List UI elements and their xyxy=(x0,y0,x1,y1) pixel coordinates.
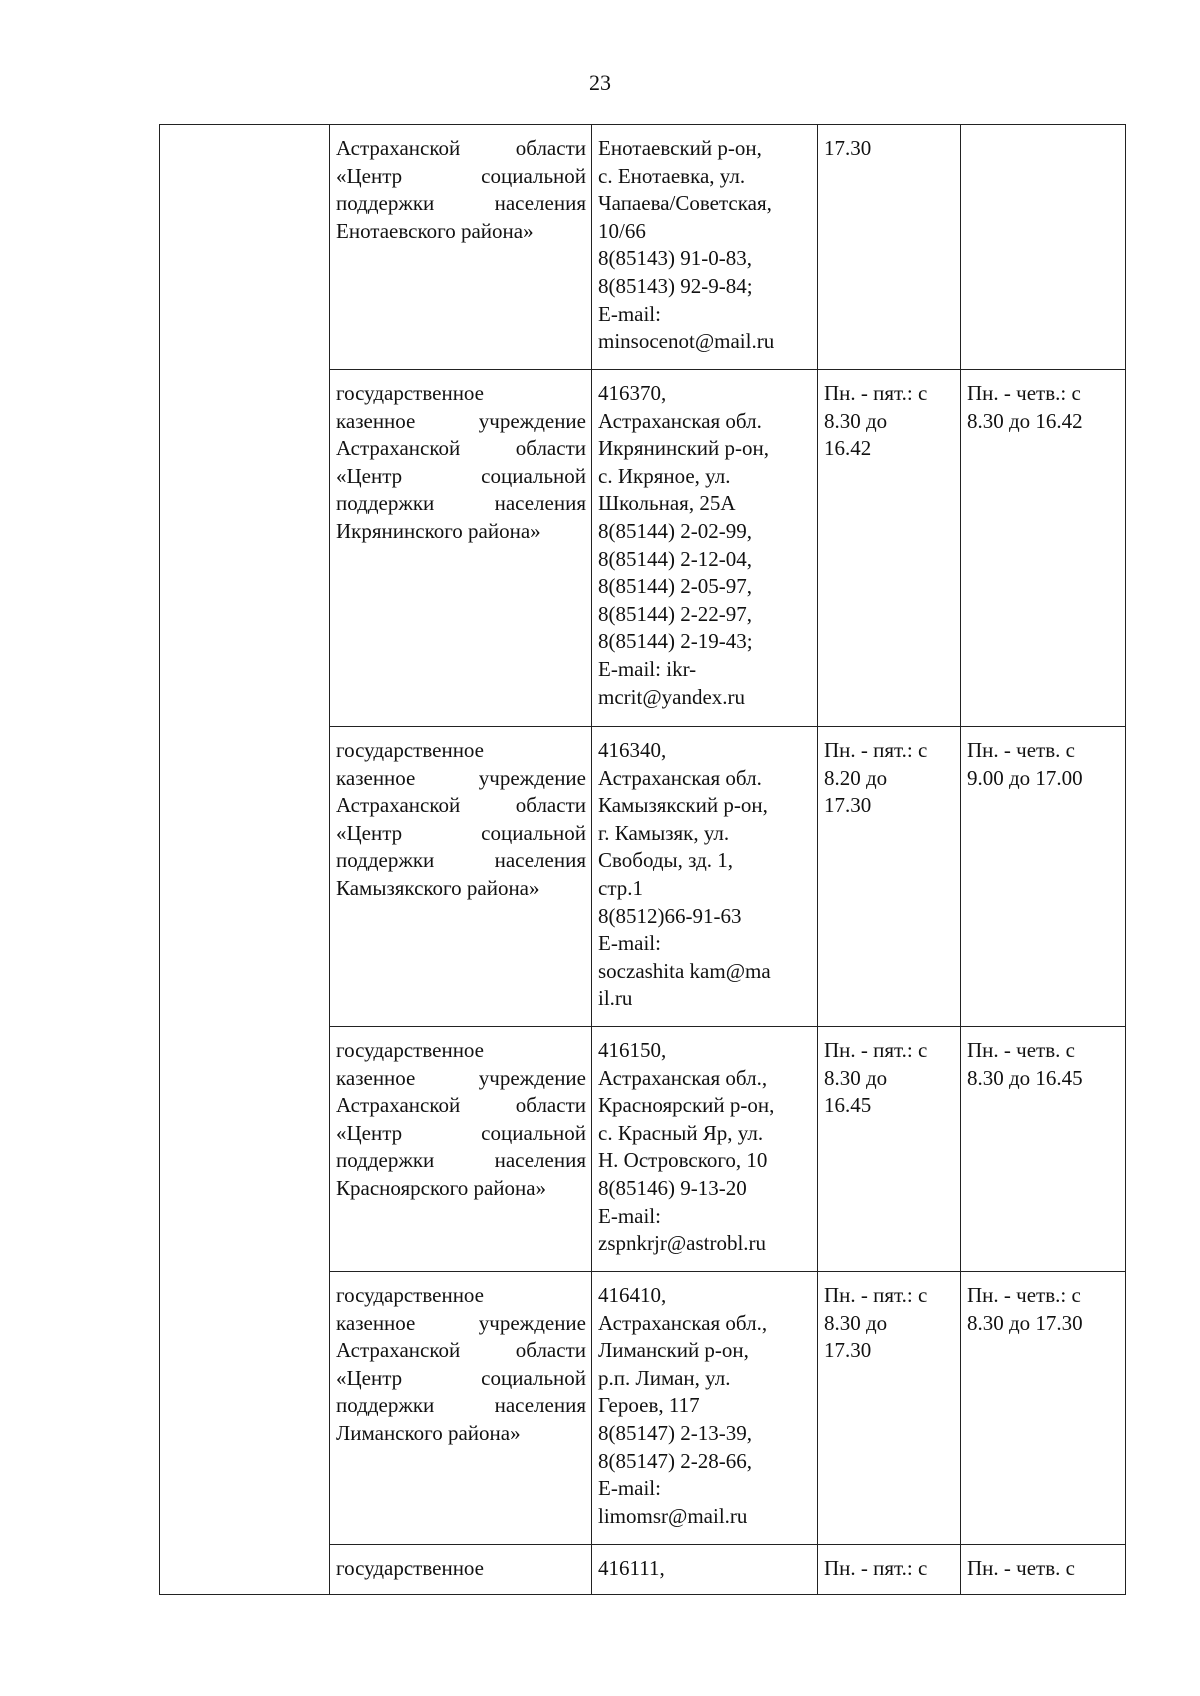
hours-line: 8.20 до xyxy=(824,765,888,790)
email-value: zspnkrjr@astrobl.ru xyxy=(598,1231,767,1256)
reception-cell xyxy=(961,370,1126,727)
hours-line: 17.30 xyxy=(824,136,872,160)
address-cell xyxy=(592,727,818,1027)
address-line: Астраханская обл. xyxy=(598,765,762,790)
address-line: 8(8512)66-91-63 xyxy=(598,903,742,928)
org-line: поддержки населения xyxy=(336,1393,586,1418)
address-line: 10/66 xyxy=(598,218,646,243)
institutions-table xyxy=(159,124,1126,1595)
org-line: Камызякского района» xyxy=(336,875,540,900)
org-line: государственное xyxy=(336,381,485,405)
reception-cell xyxy=(961,125,1126,370)
address-line: Школьная, 25А xyxy=(598,491,736,516)
address-line: E-mail: xyxy=(598,931,661,956)
address-line: 416111, xyxy=(598,1556,665,1580)
address-line: 8(85144) 2-22-97, xyxy=(598,601,752,626)
org-line: «Центр социальной xyxy=(336,820,586,845)
hours-cell xyxy=(818,1545,961,1595)
address-line: 8(85144) 2-02-99, xyxy=(598,518,752,543)
org-name-cell xyxy=(330,370,592,727)
address-line: 8(85143) 91-0-83, xyxy=(598,246,752,271)
reception-line: Пн. - четв. с xyxy=(967,1038,1075,1062)
hours-line: 8.30 до xyxy=(824,1065,888,1090)
hours-line: 16.42 xyxy=(824,436,872,461)
org-line: государственное xyxy=(336,1556,485,1580)
reception-cell xyxy=(961,1272,1126,1545)
org-line: Астраханской области xyxy=(336,436,586,461)
org-line: поддержки населения xyxy=(336,1148,586,1173)
reception-line: Пн. - четв.: с xyxy=(967,1283,1081,1307)
hours-line: Пн. - пят.: с xyxy=(824,1556,928,1580)
hours-cell xyxy=(818,125,961,370)
org-line: Астраханской области xyxy=(336,136,586,160)
address-line: Астраханская обл. xyxy=(598,408,762,433)
address-line: с. Икряное, ул. xyxy=(598,463,731,488)
address-line: Героев, 117 xyxy=(598,1393,700,1418)
org-line: казенное учреждение xyxy=(336,1310,586,1335)
org-line: «Центр социальной xyxy=(336,1365,586,1390)
address-line: Свободы, зд. 1, xyxy=(598,848,734,873)
org-line: государственное xyxy=(336,738,485,762)
org-name-cell xyxy=(330,1545,592,1595)
hours-line: 17.30 xyxy=(824,793,872,818)
empty-first-column xyxy=(160,125,330,1595)
address-line: Астраханская обл., xyxy=(598,1065,768,1090)
org-name-cell xyxy=(330,727,592,1027)
org-line: государственное xyxy=(336,1038,485,1062)
org-line: поддержки населения xyxy=(336,491,586,516)
address-line: 8(85147) 2-28-66, xyxy=(598,1448,752,1473)
org-line: Красноярского района» xyxy=(336,1175,547,1200)
reception-line: Пн. - четв. с xyxy=(967,1556,1075,1580)
hours-cell xyxy=(818,1272,961,1545)
hours-line: 17.30 xyxy=(824,1338,872,1363)
reception-cell xyxy=(961,727,1126,1027)
address-line: 8(85144) 2-12-04, xyxy=(598,546,752,571)
address-line: E-mail: xyxy=(598,301,661,326)
hours-line: 8.30 до xyxy=(824,1310,888,1335)
address-cell xyxy=(592,1545,818,1595)
hours-cell xyxy=(818,1027,961,1272)
org-line: Енотаевского района» xyxy=(336,218,534,243)
hours-line: Пн. - пят.: с xyxy=(824,381,928,405)
address-line: 8(85144) 2-19-43; xyxy=(598,629,753,654)
org-line: казенное учреждение xyxy=(336,765,586,790)
org-line: Астраханской области xyxy=(336,1093,586,1118)
org-line: поддержки населения xyxy=(336,191,586,216)
org-line: Икрянинского района» xyxy=(336,518,541,543)
address-line: Лиманский р-он, xyxy=(598,1338,749,1363)
reception-line: 8.30 до 16.42 xyxy=(967,408,1083,433)
address-line: 416410, xyxy=(598,1283,667,1307)
address-cell xyxy=(592,370,818,727)
org-name-cell xyxy=(330,125,592,370)
hours-cell xyxy=(818,727,961,1027)
page-number: 23 xyxy=(589,70,611,95)
hours-line: Пн. - пят.: с xyxy=(824,1283,928,1307)
address-line: Красноярский р-он, xyxy=(598,1093,775,1118)
reception-line: Пн. - четв. с xyxy=(967,738,1075,762)
reception-line: 8.30 до 16.45 xyxy=(967,1065,1083,1090)
org-line: «Центр социальной xyxy=(336,163,586,188)
address-line: E-mail: xyxy=(598,1476,661,1501)
org-line: Лиманского района» xyxy=(336,1420,521,1445)
email-value: il.ru xyxy=(598,986,633,1011)
address-line: с. Енотаевка, ул. xyxy=(598,163,746,188)
address-line: Чапаева/Советская, xyxy=(598,191,772,216)
address-line: с. Красный Яр, ул. xyxy=(598,1120,764,1145)
org-line: государственное xyxy=(336,1283,485,1307)
address-line: р.п. Лиман, ул. xyxy=(598,1365,731,1390)
hours-line: Пн. - пят.: с xyxy=(824,738,928,762)
reception-line: 9.00 до 17.00 xyxy=(967,765,1083,790)
org-line: Астраханской области xyxy=(336,793,586,818)
reception-cell xyxy=(961,1545,1126,1595)
address-line: г. Камызяк, ул. xyxy=(598,820,730,845)
email-value: minsocenot@mail.ru xyxy=(598,329,775,354)
address-line: 416340, xyxy=(598,738,667,762)
org-name-cell xyxy=(330,1027,592,1272)
org-line: казенное учреждение xyxy=(336,1065,586,1090)
hours-cell xyxy=(818,370,961,727)
hours-line: Пн. - пят.: с xyxy=(824,1038,928,1062)
address-line: 8(85146) 9-13-20 xyxy=(598,1175,747,1200)
reception-line: 8.30 до 17.30 xyxy=(967,1310,1083,1335)
table-row xyxy=(160,125,1126,370)
email-value: mcrit@yandex.ru xyxy=(598,684,746,709)
address-cell xyxy=(592,1272,818,1545)
address-line: 8(85143) 92-9-84; xyxy=(598,273,753,298)
org-line: «Центр социальной xyxy=(336,1120,586,1145)
address-cell xyxy=(592,125,818,370)
address-line: Астраханская обл., xyxy=(598,1310,768,1335)
address-line: 416370, xyxy=(598,381,667,405)
address-line: 416150, xyxy=(598,1038,667,1062)
hours-line: 8.30 до xyxy=(824,408,888,433)
reception-line: Пн. - четв.: с xyxy=(967,381,1081,405)
email-value: soczashita kam@ma xyxy=(598,958,771,983)
address-line: Икрянинский р-он, xyxy=(598,436,769,461)
address-line: Н. Островского, 10 xyxy=(598,1148,768,1173)
address-line: E-mail: xyxy=(598,1203,661,1228)
address-line: 8(85144) 2-05-97, xyxy=(598,574,752,599)
address-line: Енотаевский р-он, xyxy=(598,136,762,160)
org-line: казенное учреждение xyxy=(336,408,586,433)
address-cell xyxy=(592,1027,818,1272)
address-line: E-mail: ikr- xyxy=(598,656,697,681)
address-line: 8(85147) 2-13-39, xyxy=(598,1420,752,1445)
address-line: Камызякский р-он, xyxy=(598,793,768,818)
org-name-cell xyxy=(330,1272,592,1545)
org-line: Астраханской области xyxy=(336,1338,586,1363)
org-line: «Центр социальной xyxy=(336,463,586,488)
hours-line: 16.45 xyxy=(824,1093,872,1118)
reception-cell xyxy=(961,1027,1126,1272)
org-line: поддержки населения xyxy=(336,848,586,873)
email-value: limomsr@mail.ru xyxy=(598,1503,748,1528)
address-line: стр.1 xyxy=(598,875,644,900)
